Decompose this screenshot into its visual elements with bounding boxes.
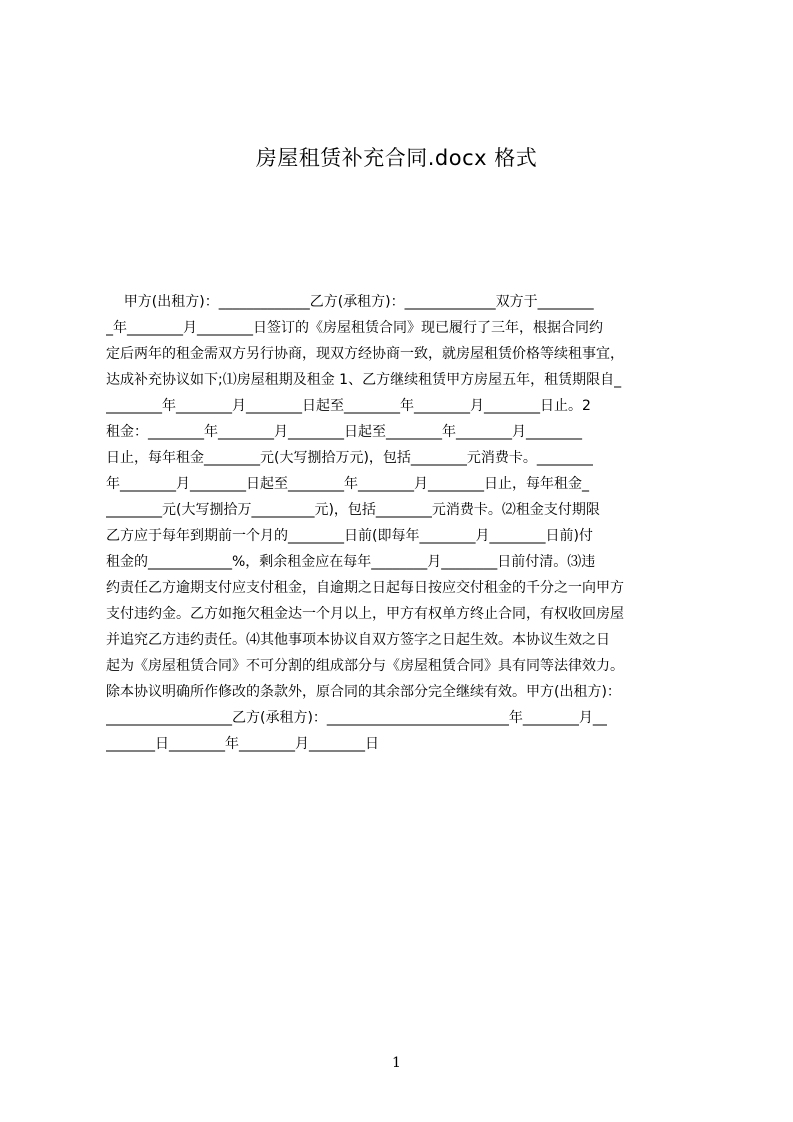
body-line: 定后两年的租金需双方另行协商，现双方经协商一致，就房屋租赁价格等续租事宜， bbox=[106, 346, 624, 362]
body-line: ________元(大写捌拾万_________元)，包括________元消费卡。⑵租金支付期限 bbox=[106, 502, 600, 518]
body-line: 年________月________日起至________年________月________日止，每年租金_ bbox=[106, 476, 589, 492]
body-line: _______日________年________月________日 bbox=[106, 736, 379, 752]
body-line: 并追究乙方违约责任。⑷其他事项本协议自双方签字之日起生效。本协议生效之日 bbox=[106, 632, 610, 648]
body-line: 除本协议明确所作修改的条款外，原合同的其余部分完全继续有效。甲方(出租方)： bbox=[106, 684, 621, 700]
body-line: 约责任乙方逾期支付应支付租金，自逾期之日起每日按应交付租金的千分之一向甲方 bbox=[106, 580, 624, 596]
body-line: ________年________月________日起至________年________月________日止。2 bbox=[106, 398, 591, 414]
body-line: 日止，每年租金________元(大写捌拾万元)，包括________元消费卡。________ bbox=[106, 450, 593, 466]
body-line: 乙方应于每年到期前一个月的________日前(即每年________月________日前)付 bbox=[106, 528, 593, 544]
body-line: _年________月________日签订的《房屋租赁合同》现已履行了三年，根据合同约 bbox=[106, 320, 603, 336]
page-number: 1 bbox=[392, 1055, 401, 1071]
body-line: 支付违约金。乙方如拖欠租金达一个月以上，甲方有权单方终止合同，有权收回房屋 bbox=[106, 606, 624, 622]
body-line: 甲方(出租方)：_____________乙方(承租方)：_____________双方于________ bbox=[106, 294, 594, 310]
document-title: 房屋租赁补充合同.docx 格式 bbox=[255, 146, 538, 170]
body-line: 租金：________年________月________日起至________年________月________ bbox=[106, 424, 582, 440]
body-line: 起为《房屋租赁合同》不可分割的组成部分与《房屋租赁合同》具有同等法律效力。 bbox=[106, 658, 624, 674]
body-line: 达成补充协议如下;⑴房屋租期及租金 1、乙方继续租赁甲方房屋五年，租赁期限自_ bbox=[106, 372, 622, 388]
document-body bbox=[106, 289, 700, 757]
body-line: 租金的____________%，剩余租金应在每年________月________日前付清。⑶违 bbox=[106, 554, 596, 570]
body-line: __________________乙方(承租方)：__________________________年________月__ bbox=[106, 710, 607, 726]
